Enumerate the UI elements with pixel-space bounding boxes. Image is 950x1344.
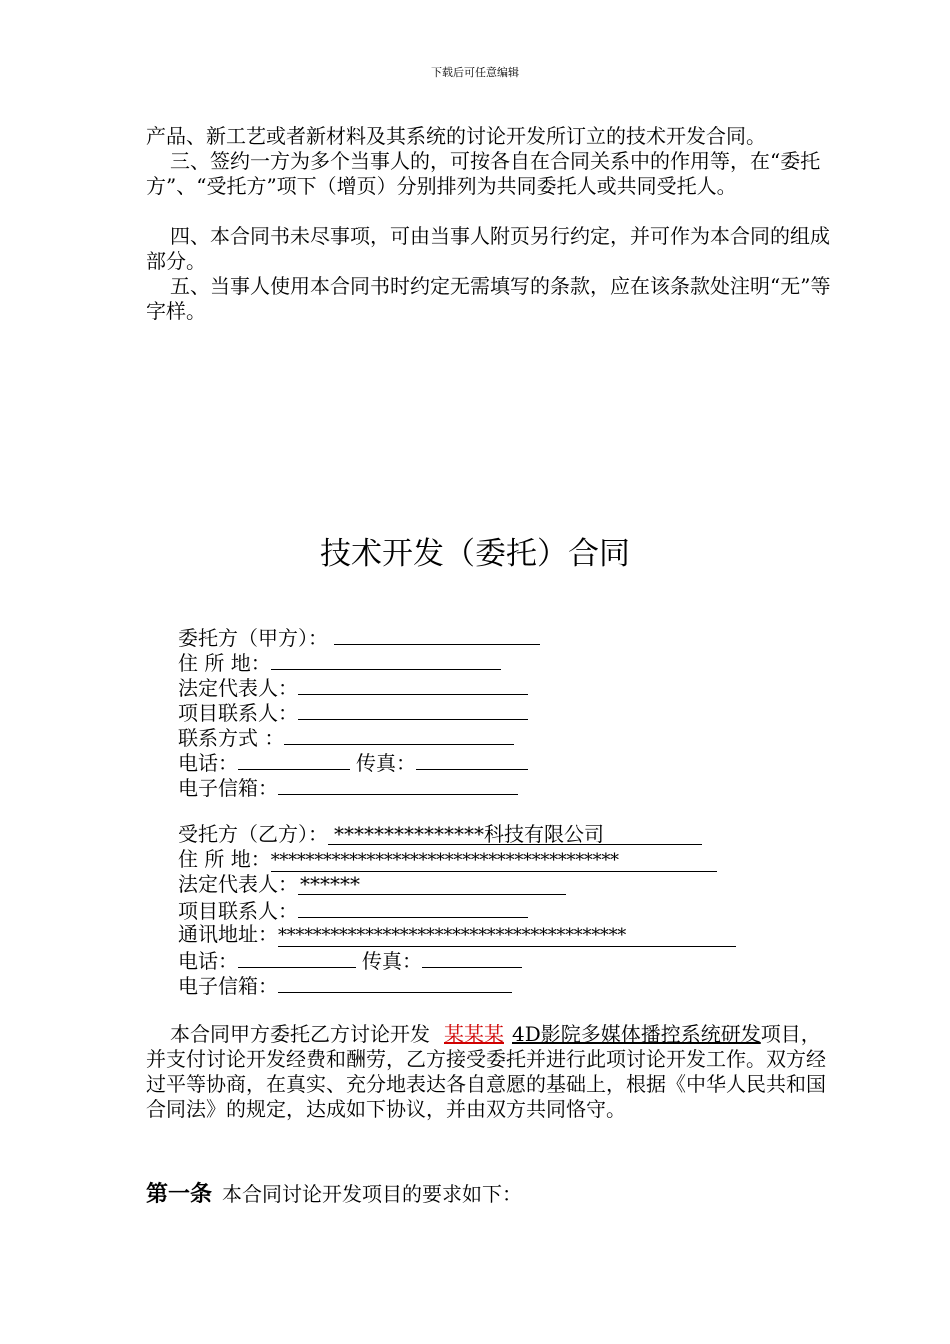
contract-title: 技术开发（委托）合同 xyxy=(320,536,630,572)
intro-line-1: 产品、新工艺或者新材料及其系统的讨论开发所订立的技术开发合同。 xyxy=(146,124,766,148)
article-1 xyxy=(146,1182,522,1207)
party-a-legal-rep-label: 法定代表人： xyxy=(178,676,298,700)
party-b-phone-label: 电话： xyxy=(178,949,238,973)
party-a-client-blank xyxy=(334,624,540,645)
party-a-fax-blank xyxy=(416,749,528,770)
party-b-mail-address-label: 通讯地址： xyxy=(178,922,278,946)
party-a-legal-rep-blank xyxy=(298,674,528,695)
party-b-client-label: 受托方（乙方）： xyxy=(178,822,328,846)
party-b-fax-blank xyxy=(422,947,522,968)
agreement-paragraph xyxy=(146,1022,836,1122)
party-a-email-label: 电子信箱： xyxy=(178,776,278,800)
party-a-contact-method-label: 联系方式 ： xyxy=(178,726,285,750)
party-a-client-label: 委托方（甲方）： xyxy=(178,626,328,650)
party-b-legal-rep-label: 法定代表人： xyxy=(178,872,298,896)
party-b-phone-blank xyxy=(238,947,356,968)
party-a-address-label: 住 所 地： xyxy=(178,651,271,675)
agreement-project: 4D影院多媒体播控系统研发 xyxy=(512,1022,761,1046)
party-b-contact-blank xyxy=(298,897,528,918)
party-a-fax-label: 传真： xyxy=(356,751,416,775)
party-b-email-label: 电子信箱： xyxy=(178,974,278,998)
party-a-phone-blank xyxy=(238,749,350,770)
agreement-company: 某某某 xyxy=(444,1022,504,1046)
party-a-contact-method-blank xyxy=(284,724,514,745)
party-b-email-blank xyxy=(278,972,512,993)
agreement-prefix: 本合同甲方委托乙方讨论开发 xyxy=(170,1022,430,1046)
party-a-section xyxy=(178,624,540,799)
intro-item-4: 四、本合同书未尽事项，可由当事人附页另行约定，并可作为本合同的组成部分。 xyxy=(146,224,830,273)
page-header: 下载后可任意编辑 xyxy=(431,66,519,79)
party-b-address-value: **************************************** xyxy=(271,851,717,872)
party-b-address-label: 住 所 地： xyxy=(178,847,271,871)
party-a-contact-label: 项目联系人： xyxy=(178,701,298,725)
party-a-address-blank xyxy=(271,649,501,670)
article-1-text: 本合同讨论开发项目的要求如下： xyxy=(222,1182,523,1206)
party-b-contact-label: 项目联系人： xyxy=(178,899,298,923)
party-b-mail-address-value: **************************************** xyxy=(278,926,736,947)
article-1-heading: 第一条 xyxy=(146,1182,213,1207)
party-a-phone-label: 电话： xyxy=(178,751,238,775)
party-b-client-value: ***************科技有限公司 xyxy=(328,824,702,845)
party-b-section xyxy=(178,822,736,997)
party-b-legal-rep-value: ****** xyxy=(298,874,566,895)
intro-item-5: 五、当事人使用本合同书时约定无需填写的条款，应在该条款处注明“无”等字样。 xyxy=(146,274,831,323)
intro-item-3: 三、签约一方为多个当事人的，可按各自在合同关系中的作用等，在“委托方”、“受托方”项下（增页）分别排列为共同委托人或共同受托人。 xyxy=(146,149,821,198)
party-a-contact-blank xyxy=(298,699,528,720)
party-a-email-blank xyxy=(278,774,518,795)
agreement-rest: 项目，并支付讨论开发经费和酬劳，乙方接受委托并进行此项讨论开发工作。双方经过平等协商，在真实、充分地表达各自意愿的基础上，根据《中华人民共和国合同法》的规定，达成如下协议，并由双方共同恪守。 xyxy=(146,1022,826,1121)
party-b-fax-label: 传真： xyxy=(362,949,422,973)
